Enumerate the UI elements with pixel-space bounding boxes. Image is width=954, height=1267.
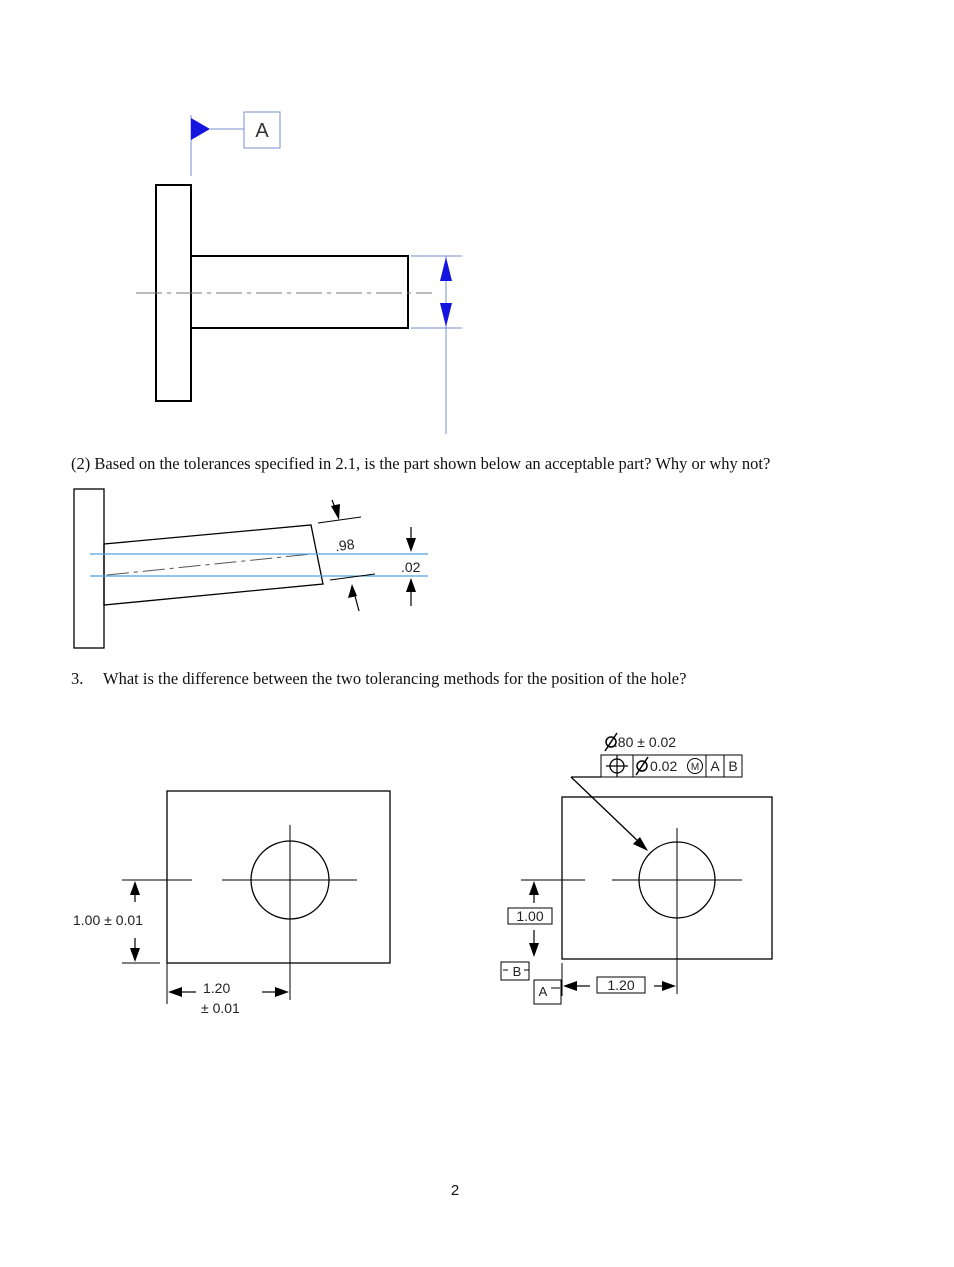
arrow-02-bottom-head [406,578,416,592]
datum-b-label: B [512,964,522,979]
arrow-98-bottom-shaft [355,596,359,611]
right-plate [562,797,772,959]
left-horizontal-dim-line1: 1.20 [203,980,231,996]
figure-1-drawing [0,0,954,440]
arrow-02-top-head [406,538,416,552]
left-vdim-arrow-up [130,881,140,895]
figure-2-drawing [0,480,954,650]
dimension-arrow-up [440,257,452,281]
fcf-modifier: M [690,762,700,773]
question-2-text: (2) Based on the tolerances specified in 2.1, is the part shown below an acceptable part? Why or why not? [71,454,771,473]
hole-size-dim: Ø.80 ± 0.02 [603,734,677,750]
left-hdim-arrow-right [275,987,289,997]
left-horizontal-dim-line2: ± 0.01 [201,1000,240,1016]
center-line-2 [107,554,312,575]
ext-98-top [318,517,361,523]
datum-triangle [191,118,210,140]
datum-a-label: A [538,984,548,999]
datum-label: A [255,120,269,142]
fcf-leader-diagonal [571,777,640,843]
right-hdim-arrow-right [662,981,676,991]
right-vdim-arrow-up [529,881,539,895]
question-3-number: 3. [71,669,84,688]
dim-02-label: .02 [401,559,421,575]
right-hdim-arrow-left [563,981,577,991]
right-vdim-arrow-down [529,943,539,957]
arrow-98-top-head [331,504,340,520]
flange-2 [74,489,104,648]
left-hdim-arrow-left [168,987,182,997]
ext-98-bottom [330,574,375,580]
basic-horizontal-dim: 1.20 [607,977,635,993]
shaft [191,256,408,328]
fcf-tolerance: 0.02 [650,758,678,774]
fcf-datum-primary: A [710,758,720,774]
figure-3-drawing [0,720,954,1050]
question-3 [71,669,686,689]
left-vdim-arrow-down [130,948,140,962]
left-plate [167,791,390,963]
arrow-98-bottom-head [348,584,357,598]
fcf-datum-secondary: B [728,758,738,774]
diameter-symbol-fcf [636,757,648,775]
question-3-text: What is the difference between the two tolerancing methods for the position of the hole? [103,669,687,688]
tilted-shaft [104,525,323,605]
dimension-arrow-down [440,303,452,327]
page-number: 2 [450,1182,460,1199]
dim-98-label: .98 [333,535,356,555]
basic-vertical-dim: 1.00 [516,908,544,924]
left-vertical-dim: 1.00 ± 0.01 [73,912,143,928]
position-symbol-icon [606,755,628,777]
